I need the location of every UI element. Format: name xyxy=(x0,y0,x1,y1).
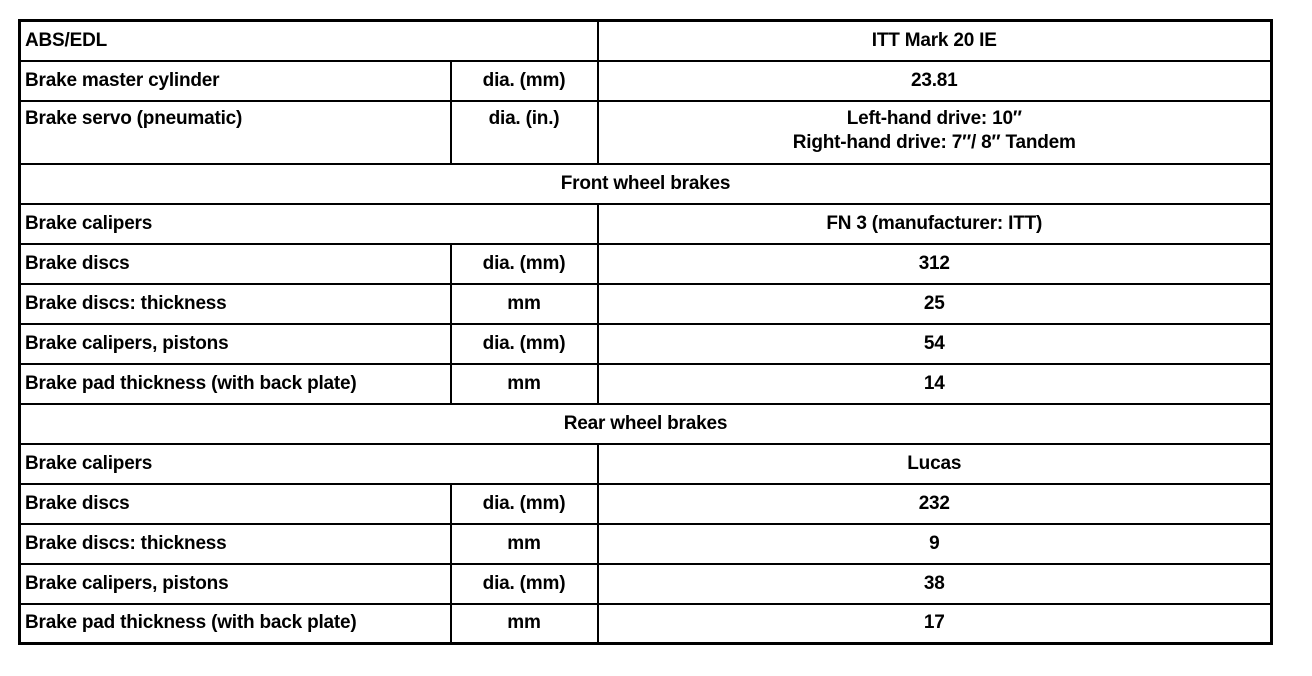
table-row-front-calipers xyxy=(20,204,1272,244)
rear-calipers-label: Brake calipers xyxy=(20,444,598,484)
servo-value xyxy=(598,101,1272,164)
front-disc-thickness-unit: mm xyxy=(451,284,598,324)
front-pistons-unit: dia. (mm) xyxy=(451,324,598,364)
rear-disc-thickness-label: Brake discs: thickness xyxy=(20,524,451,564)
front-pad-thickness-unit: mm xyxy=(451,364,598,404)
rear-heading: Rear wheel brakes xyxy=(20,404,1272,444)
front-calipers-value: FN 3 (manufacturer: ITT) xyxy=(598,204,1272,244)
rear-discs-label: Brake discs xyxy=(20,484,451,524)
servo-value-lhd: Left-hand drive: 10″ xyxy=(846,107,1022,129)
table-row-servo xyxy=(20,101,1272,164)
rear-pistons-value: 38 xyxy=(598,564,1272,604)
front-disc-thickness-value: 25 xyxy=(598,284,1272,324)
master-cylinder-value: 23.81 xyxy=(598,61,1272,101)
front-pistons-value: 54 xyxy=(598,324,1272,364)
rear-pistons-unit: dia. (mm) xyxy=(451,564,598,604)
section-front xyxy=(20,164,1272,204)
front-heading: Front wheel brakes xyxy=(20,164,1272,204)
servo-unit: dia. (in.) xyxy=(451,101,598,164)
rear-disc-thickness-unit: mm xyxy=(451,524,598,564)
rear-pistons-label: Brake calipers, pistons xyxy=(20,564,451,604)
servo-label: Brake servo (pneumatic) xyxy=(20,101,451,164)
abs-label: ABS/EDL xyxy=(20,21,598,61)
rear-pad-thickness-label: Brake pad thickness (with back plate) xyxy=(20,604,451,644)
table-row-rear-calipers xyxy=(20,444,1272,484)
table-row-rear-disc-thickness xyxy=(20,524,1272,564)
table-row-rear-discs xyxy=(20,484,1272,524)
table-row-rear-pistons xyxy=(20,564,1272,604)
rear-disc-thickness-value: 9 xyxy=(598,524,1272,564)
brake-spec-table xyxy=(18,19,1273,645)
front-discs-unit: dia. (mm) xyxy=(451,244,598,284)
front-disc-thickness-label: Brake discs: thickness xyxy=(20,284,451,324)
table-row-front-pad-thickness xyxy=(20,364,1272,404)
front-pad-thickness-label: Brake pad thickness (with back plate) xyxy=(20,364,451,404)
abs-value: ITT Mark 20 IE xyxy=(598,21,1272,61)
table-row-master-cylinder xyxy=(20,61,1272,101)
table-row-front-pistons xyxy=(20,324,1272,364)
front-discs-label: Brake discs xyxy=(20,244,451,284)
front-pistons-label: Brake calipers, pistons xyxy=(20,324,451,364)
section-rear xyxy=(20,404,1272,444)
table-row-rear-pad-thickness xyxy=(20,604,1272,644)
master-cylinder-label: Brake master cylinder xyxy=(20,61,451,101)
master-cylinder-unit: dia. (mm) xyxy=(451,61,598,101)
table-row-abs xyxy=(20,21,1272,61)
front-calipers-label: Brake calipers xyxy=(20,204,598,244)
front-discs-value: 312 xyxy=(598,244,1272,284)
servo-value-rhd: Right-hand drive: 7″/ 8″ Tandem xyxy=(792,131,1076,153)
rear-pad-thickness-unit: mm xyxy=(451,604,598,644)
rear-calipers-value: Lucas xyxy=(598,444,1272,484)
front-pad-thickness-value: 14 xyxy=(598,364,1272,404)
rear-discs-unit: dia. (mm) xyxy=(451,484,598,524)
table-row-front-discs xyxy=(20,244,1272,284)
rear-pad-thickness-value: 17 xyxy=(598,604,1272,644)
table-row-front-disc-thickness xyxy=(20,284,1272,324)
rear-discs-value: 232 xyxy=(598,484,1272,524)
